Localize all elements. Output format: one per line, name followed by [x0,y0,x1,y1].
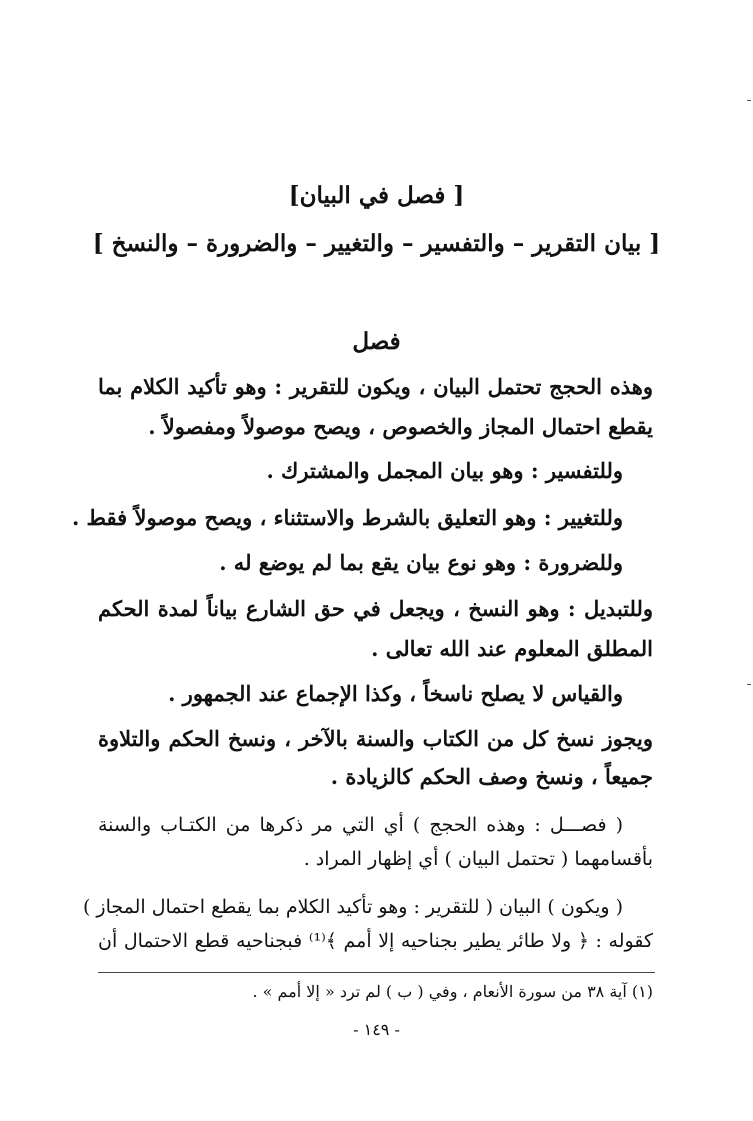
matn-line-5: وللضرورة : وهو نوع بيان يقع بما لم يوضع له . [219,550,623,575]
matn-line-3: وللتفسير : وهو بيان المجمل والمشترك . [266,458,623,483]
page-number: - ١٤٩ - [353,1020,400,1039]
matn-line-4: وللتغيير : وهو التعليق بالشرط والاستثناء ، ويصح موصولاً فقط . [71,505,623,530]
sharh-line-3: ( ويكون ) البيان ( للتقرير : وهو تأكيد الكلام بما يقطع احتمال المجاز ) [82,896,623,918]
sharh-line-2: بأقسامهما ( تحتمل البيان ) أي إظهار المراد . [303,848,653,870]
matn-line-2: يقطع احتمال المجاز والخصوص ، ويصح موصولاً ومفصولاً . [148,414,653,439]
matn-line-10: جميعاً ، ونسخ وصف الحكم كالزيادة . [330,764,653,789]
scan-mark [747,684,751,685]
matn-line-1: وهذه الحجج تحتمل البيان ، ويكون للتقرير : وهو تأكيد الكلام بما [98,374,653,399]
chapter-title: [ فصل في البيان] [288,182,465,209]
matn-line-8: والقياس لا يصلح ناسخاً ، وكذا الإجماع عند الجمهور . [168,681,623,706]
chapter-subtitle: [ بيان التقرير – والتفسير – والتغيير – والضرورة – والنسخ ] [92,230,661,257]
sharh-line-1: ( فصـــل : وهذه الحجج ) أي التي مر ذكرها من الكتـاب والسنة [98,814,623,836]
footnote: (١) آية ٣٨ من سورة الأنعام ، وفي ( ب ) لم ترد « إلا أمم » . [252,982,653,1001]
sharh-line-4: كقوله : ﴿ ولا طائر يطير بجناحيه إلا أمم ﴾⁽¹⁾ فبجناحيه قطع الاحتمال أن [98,930,653,952]
matn-line-7: المطلق المعلوم عند الله تعالى . [371,636,653,661]
section-heading: فصل [352,328,401,355]
scan-mark [747,100,751,101]
matn-line-6: وللتبديل : وهو النسخ ، ويجعل في حق الشارع بياناً لمدة الحكم [98,596,653,621]
footnote-rule [98,972,655,973]
matn-line-9: ويجوز نسخ كل من الكتاب والسنة بالآخر ، ونسخ الحكم والتلاوة [98,726,653,751]
